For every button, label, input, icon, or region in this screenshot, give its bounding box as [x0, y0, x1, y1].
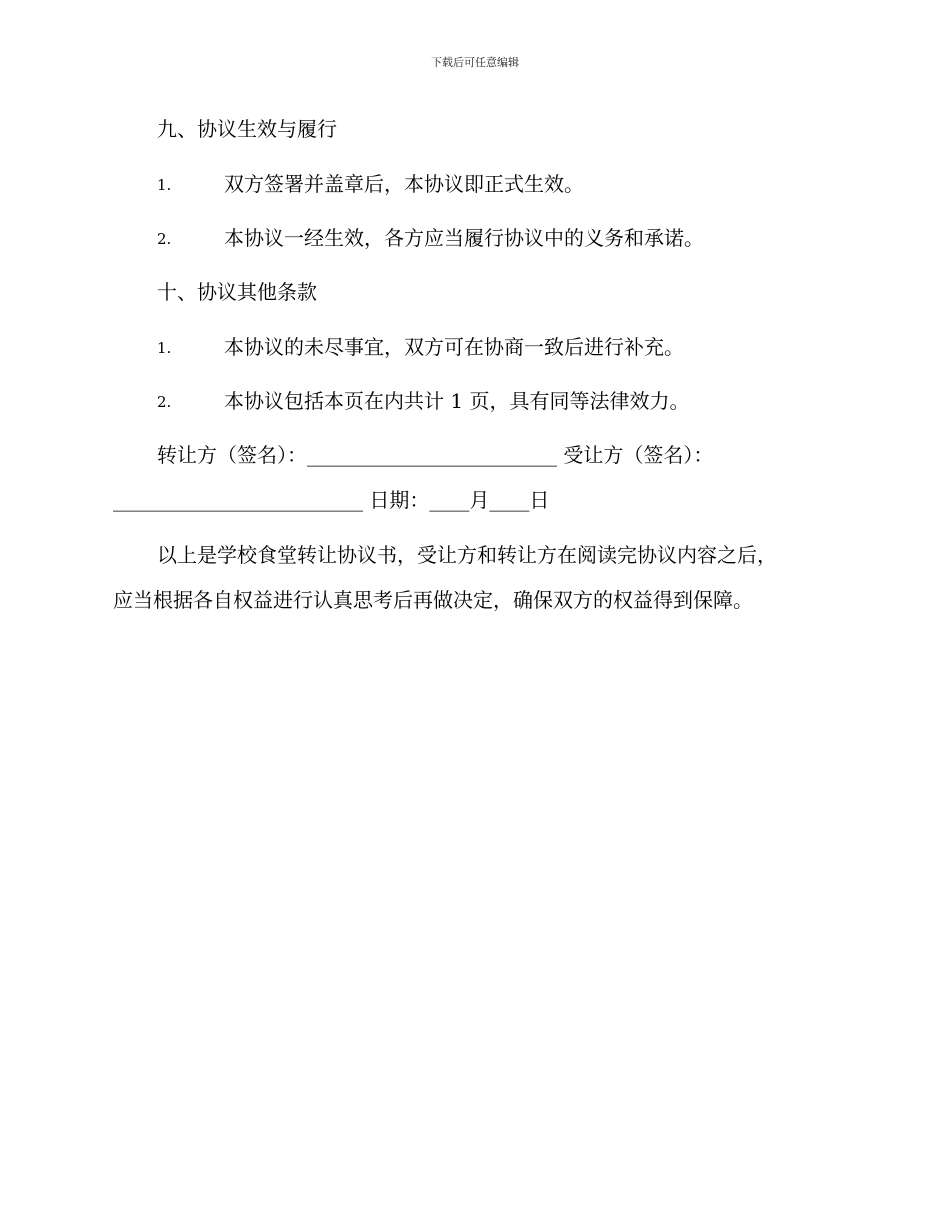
section-9-item-1-number: 1. — [157, 176, 172, 194]
section-10-item-2-number: 2. — [157, 393, 172, 411]
page-header: 下载后可任意编辑 — [431, 56, 519, 69]
section-9-item-2-number: 2. — [157, 230, 172, 248]
closing-paragraph-line-2: 应当根据各自权益进行认真思考后再做决定，确保双方的权益得到保障。 — [113, 588, 753, 612]
section-10-item-1-text: 本协议的未尽事宜，双方可在协商一致后进行补充。 — [224, 335, 684, 359]
section-9-item-2-text: 本协议一经生效，各方应当履行协议中的义务和承诺。 — [224, 226, 704, 250]
section-10-item-1-number: 1. — [157, 339, 172, 357]
section-9-heading: 九、协议生效与履行 — [157, 117, 337, 141]
closing-paragraph-line-1: 以上是学校食堂转让协议书，受让方和转让方在阅读完协议内容之后， — [157, 543, 777, 567]
section-10-item-2-text: 本协议包括本页在内共计 1 页，具有同等法律效力。 — [224, 389, 690, 413]
signature-line-1: 转让方（签名）：_________________________ 受让方（签名）： — [157, 443, 714, 467]
section-10-heading: 十、协议其他条款 — [157, 280, 317, 304]
signature-line-2: _________________________ 日期：____月____日 — [113, 488, 550, 512]
section-9-item-1-text: 双方签署并盖章后，本协议即正式生效。 — [224, 172, 584, 196]
